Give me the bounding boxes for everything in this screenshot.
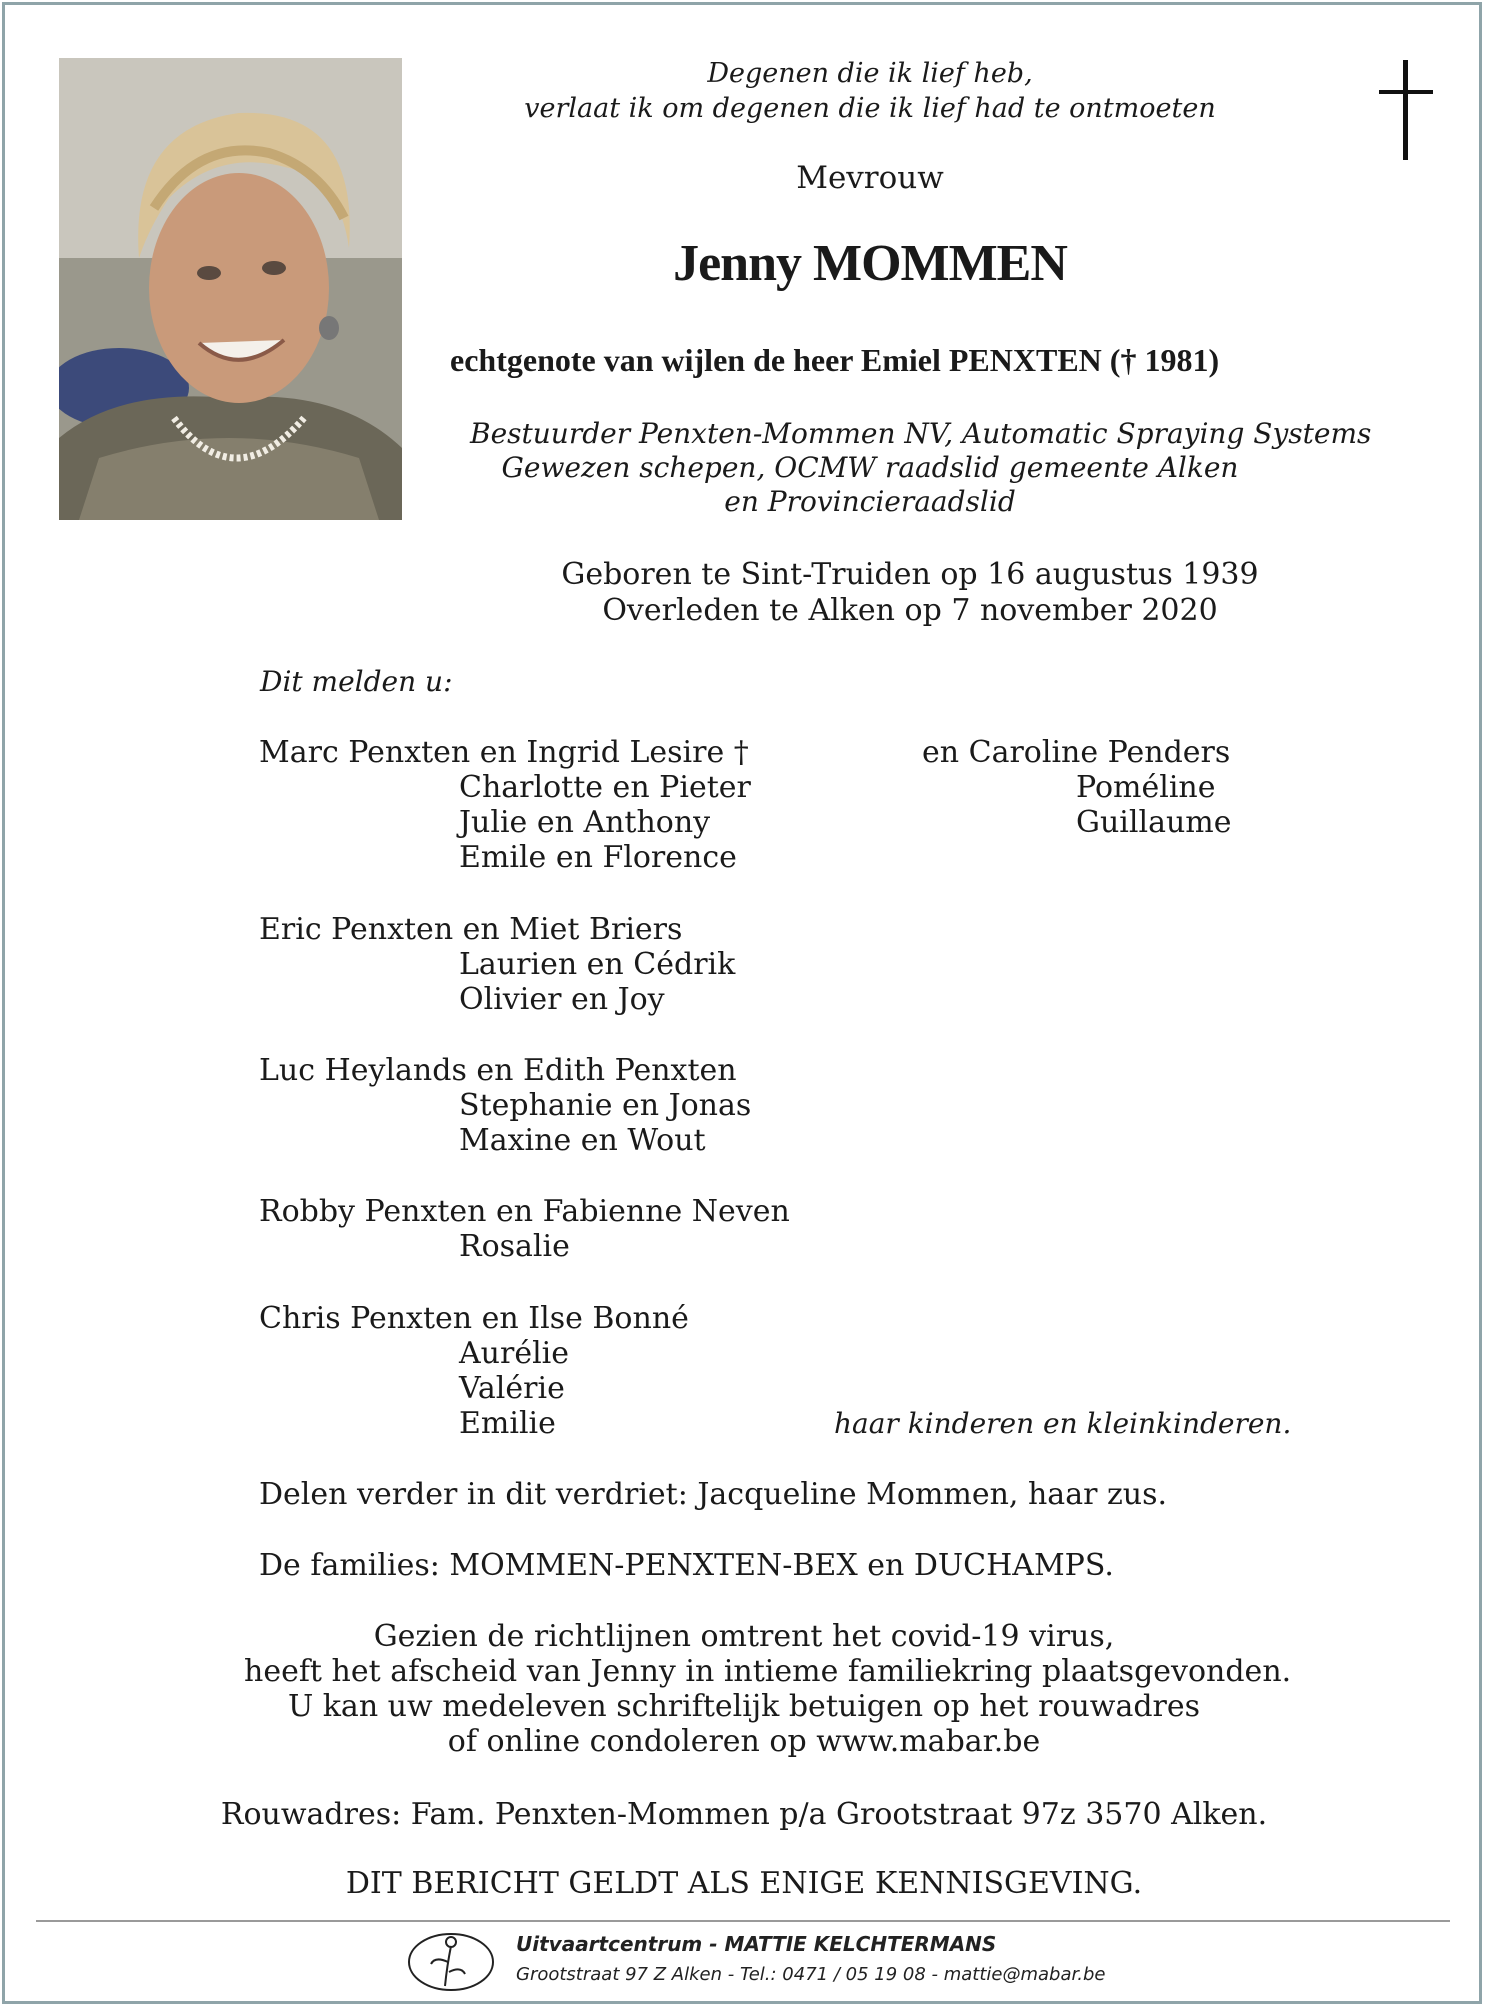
covid-line-3: U kan uw medeleven schriftelijk betuigen op het rouwadres [287,1689,1201,1724]
motto-line-1: Degenen die ik lief heb, [707,58,1033,89]
mourning-address: Rouwadres: Fam. Penxten-Mommen p/a Grootstraat 97z 3570 Alken. [220,1797,1268,1832]
family-2-parents: Eric Penxten en Miet Briers [259,912,683,947]
family-1b-child: Guillaume [1076,805,1232,840]
family-1-child: Charlotte en Pieter [459,770,751,805]
announce-line: Dit melden u: [260,665,453,698]
family-2-child: Olivier en Joy [459,982,665,1017]
covid-line-4: of online condoleren op www.mabar.be [447,1724,1041,1759]
footer-contact: Grootstraat 97 Z Alken - Tel.: 0471 / 05 19 08 - mattie@mabar.be [516,1964,1106,1985]
family-1-parents: Marc Penxten en Ingrid Lesire † [259,735,749,770]
family-1-child: Julie en Anthony [459,805,711,840]
family-tag: haar kinderen en kleinkinderen. [834,1407,1292,1440]
spouse-line: echtgenote van wijlen de heer Emiel PENXTEN († 1981) [450,342,1220,378]
family-5-child: Aurélie [459,1336,570,1371]
family-2-child: Laurien en Cédrik [459,947,736,982]
family-4-parents: Robby Penxten en Fabienne Neven [259,1194,790,1229]
sister-line: Delen verder in dit verdriet: Jacqueline Mommen, haar zus. [259,1477,1168,1512]
cross-icon [1376,60,1436,160]
flower-logo-icon [405,1928,497,1994]
salutation: Mevrouw [796,160,944,196]
role-line-2: Gewezen schepen, OCMW raadslid gemeente Alken [501,451,1239,484]
families-line: De families: MOMMEN-PENXTEN-BEX en DUCHAMPS. [259,1548,1114,1583]
footer-company: Uitvaartcentrum - MATTIE KELCHTERMANS [516,1932,997,1956]
family-5-parents: Chris Penxten en Ilse Bonné [259,1301,689,1336]
death-line: Overleden te Alken op 7 november 2020 [602,593,1218,628]
family-5-child: Valérie [459,1371,565,1406]
covid-line-2: heeft het afscheid van Jenny in intieme familiekring plaatsgevonden. [244,1654,1292,1689]
covid-line-1: Gezien de richtlijnen omtrent het covid-19 virus, [373,1619,1115,1654]
family-3-parents: Luc Heylands en Edith Penxten [259,1053,737,1088]
family-3-child: Maxine en Wout [459,1123,706,1158]
birth-line: Geboren te Sint-Truiden op 16 augustus 1939 [561,557,1259,592]
deceased-name: Jenny MOMMEN [673,235,1067,292]
family-4-child: Rosalie [459,1229,570,1264]
family-1-child: Emile en Florence [459,840,737,875]
sole-notice: DIT BERICHT GELDT ALS ENIGE KENNISGEVING. [345,1866,1143,1901]
family-3-child: Stephanie en Jonas [459,1088,752,1123]
family-1b-child: Poméline [1076,770,1216,805]
motto-line-2: verlaat ik om degenen die ik lief had te ontmoeten [524,93,1216,124]
family-5-child: Emilie [459,1406,556,1441]
role-line-3: en Provincieraadslid [724,485,1016,518]
role-line-1: Bestuurder Penxten-Mommen NV, Automatic Spraying Systems [470,417,1372,450]
portrait-photo [59,58,402,520]
footer-divider [36,1920,1450,1922]
family-1b-parents: en Caroline Penders [922,735,1231,770]
